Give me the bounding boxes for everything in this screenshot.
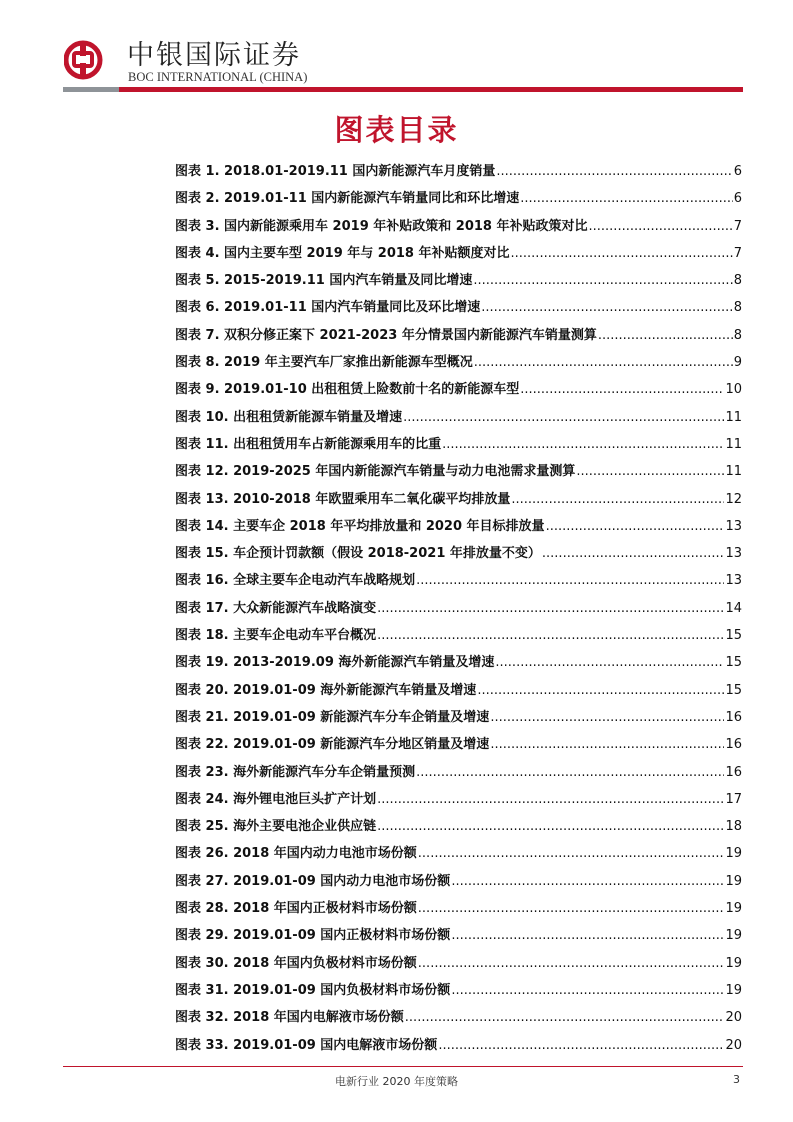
toc-entry[interactable] (175, 786, 742, 813)
dot-leader (416, 567, 724, 594)
toc-entry-label: 图表 11. 出租租赁用车占新能源乘用车的比重 (175, 436, 442, 452)
toc-entry[interactable] (175, 294, 742, 321)
toc-entry-label: 图表 27. 2019.01-09 国内动力电池市场份额 (175, 873, 451, 889)
dot-leader (442, 431, 724, 458)
toc-entry-page: 11 (725, 409, 742, 425)
toc-entry-label: 图表 5. 2015-2019.11 国内汽车销量及同比增速 (175, 273, 473, 289)
toc-entry-page: 7 (733, 245, 742, 261)
dot-leader (490, 704, 724, 731)
dot-leader (377, 786, 724, 813)
toc-entry[interactable] (175, 540, 742, 567)
toc-entry[interactable] (175, 731, 742, 758)
toc-entry-page: 19 (725, 982, 742, 998)
dot-leader (377, 622, 724, 649)
toc-entry-page: 19 (725, 955, 742, 971)
toc-entry-label: 图表 1. 2018.01-2019.11 国内新能源汽车月度销量 (175, 164, 496, 179)
toc-entry[interactable] (175, 759, 742, 786)
toc-entry-page: 20 (725, 1037, 742, 1053)
toc-entry[interactable] (175, 458, 742, 485)
toc-entry-page: 16 (725, 764, 742, 780)
toc-entry-page: 6 (733, 164, 742, 179)
toc-entry-label: 图表 22. 2019.01-09 新能源汽车分地区销量及增速 (175, 737, 490, 753)
logo-english-name: BOC INTERNATIONAL (CHINA) (128, 70, 308, 84)
toc-entry[interactable] (175, 486, 742, 513)
toc-entry-label: 图表 8. 2019 年主要汽车厂家推出新能源车型概况 (175, 355, 473, 371)
page-number: 3 (733, 1073, 740, 1086)
dot-leader (576, 458, 724, 485)
toc-entry[interactable] (175, 840, 742, 867)
toc-entry[interactable] (175, 376, 742, 403)
dot-leader (589, 213, 733, 240)
toc-entry-label: 图表 7. 双积分修正案下 2021-2023 年分情景国内新能源汽车销量测算 (175, 327, 597, 343)
toc-entry[interactable] (175, 513, 742, 540)
toc-entry-label: 图表 17. 大众新能源汽车战略演变 (175, 600, 377, 616)
dot-leader (511, 486, 724, 513)
toc-entry[interactable] (175, 950, 742, 977)
dot-leader (405, 1004, 725, 1031)
toc-entry-label: 图表 25. 海外主要电池企业供应链 (175, 819, 377, 835)
dot-leader (495, 649, 724, 676)
toc-entry-label: 图表 24. 海外锂电池巨头扩产计划 (175, 791, 377, 807)
dot-leader (377, 813, 724, 840)
toc-entry[interactable] (175, 158, 742, 185)
toc-entry-page: 12 (725, 491, 742, 507)
toc-entry-label: 图表 13. 2010-2018 年欧盟乘用车二氧化碳平均排放量 (175, 491, 511, 507)
toc-entry-page: 17 (725, 791, 742, 807)
toc-entry-page: 8 (733, 300, 742, 316)
toc-entry[interactable] (175, 622, 742, 649)
toc-entry[interactable] (175, 977, 742, 1004)
toc-entry-page: 16 (725, 737, 742, 753)
toc-entry-label: 图表 6. 2019.01-11 国内汽车销量同比及环比增速 (175, 300, 481, 316)
toc-entry-page: 10 (725, 382, 742, 398)
toc-entry-label: 图表 28. 2018 年国内正极材料市场份额 (175, 901, 417, 917)
boc-logo-icon (64, 34, 104, 86)
toc-entry-page: 11 (725, 464, 742, 480)
toc-entry-label: 图表 31. 2019.01-09 国内负极材料市场份额 (175, 982, 451, 998)
toc-entry-page: 20 (725, 1010, 742, 1026)
dot-leader (511, 240, 733, 267)
dot-leader (490, 731, 724, 758)
toc-entry[interactable] (175, 868, 742, 895)
dot-leader (473, 267, 732, 294)
toc-entry-label: 图表 30. 2018 年国内负极材料市场份额 (175, 955, 417, 971)
toc-entry-page: 19 (725, 901, 742, 917)
toc-entry[interactable] (175, 813, 742, 840)
toc-entry-page: 19 (725, 873, 742, 889)
dot-leader (481, 294, 732, 321)
dot-leader (520, 376, 724, 403)
toc-entry-page: 15 (725, 682, 742, 698)
toc-entry-label: 图表 16. 全球主要车企电动汽车战略规划 (175, 573, 416, 589)
toc-entry[interactable] (175, 322, 742, 349)
toc-entry-label: 图表 2. 2019.01-11 国内新能源汽车销量同比和环比增速 (175, 191, 520, 207)
dot-leader (546, 513, 725, 540)
toc-entry[interactable] (175, 349, 742, 376)
toc-entry-page: 13 (725, 546, 742, 562)
toc-entry-label: 图表 10. 出租租赁新能源车销量及增速 (175, 409, 403, 425)
dot-leader (377, 595, 724, 622)
dot-leader (418, 840, 725, 867)
table-of-figures (175, 158, 742, 1059)
dot-leader (496, 158, 732, 185)
header-divider-gray (63, 87, 119, 92)
toc-entry[interactable] (175, 267, 742, 294)
toc-entry-label: 图表 19. 2013-2019.09 海外新能源汽车销量及增速 (175, 655, 495, 671)
toc-entry[interactable] (175, 185, 742, 212)
toc-entry-label: 图表 21. 2019.01-09 新能源汽车分车企销量及增速 (175, 709, 490, 725)
dot-leader (403, 404, 724, 431)
toc-entry-page: 15 (725, 628, 742, 644)
footer-text: 电新行业 2020 年度策略 (335, 1075, 458, 1088)
toc-entry-label: 图表 14. 主要车企 2018 年平均排放量和 2020 年目标排放量 (175, 518, 545, 534)
dot-leader (451, 922, 724, 949)
toc-entry-label: 图表 26. 2018 年国内动力电池市场份额 (175, 846, 417, 862)
toc-entry[interactable] (175, 704, 742, 731)
toc-entry[interactable] (175, 595, 742, 622)
dot-leader (418, 895, 725, 922)
toc-entry[interactable] (175, 431, 742, 458)
toc-entry[interactable] (175, 895, 742, 922)
dot-leader (598, 322, 733, 349)
toc-entry[interactable] (175, 649, 742, 676)
toc-entry-page: 13 (725, 518, 742, 534)
header-divider-red (119, 87, 743, 92)
dot-leader (438, 1032, 724, 1059)
toc-entry[interactable] (175, 404, 742, 431)
toc-entry-label: 图表 3. 国内新能源乘用车 2019 年补贴政策和 2018 年补贴政策对比 (175, 218, 588, 234)
toc-entry-page: 7 (733, 218, 742, 234)
dot-leader (474, 349, 733, 376)
logo-chinese-name: 中银国际证券 (127, 40, 301, 71)
toc-entry-page: 14 (725, 600, 742, 616)
toc-entry[interactable] (175, 240, 742, 267)
dot-leader (416, 759, 724, 786)
toc-entry-page: 11 (725, 436, 742, 452)
toc-entry-label: 图表 9. 2019.01-10 出租租赁上险数前十名的新能源车型 (175, 382, 520, 398)
dot-leader (451, 868, 724, 895)
toc-entry-page: 19 (725, 846, 742, 862)
toc-entry-label: 图表 18. 主要车企电动车平台概况 (175, 628, 377, 644)
page-title: 图表目录 (334, 113, 459, 147)
toc-entry-page: 8 (733, 273, 742, 289)
toc-entry[interactable] (175, 677, 742, 704)
toc-entry-page: 6 (733, 191, 742, 207)
toc-entry[interactable] (175, 213, 742, 240)
toc-entry-label: 图表 15. 车企预计罚款额（假设 2018-2021 年排放量不变） (175, 546, 541, 562)
toc-entry-label: 图表 33. 2019.01-09 国内电解液市场份额 (175, 1037, 438, 1053)
toc-entry[interactable] (175, 922, 742, 949)
toc-entry-label: 图表 32. 2018 年国内电解液市场份额 (175, 1010, 404, 1026)
dot-leader (520, 185, 732, 212)
toc-entry-page: 9 (733, 355, 742, 371)
toc-entry-page: 8 (733, 327, 742, 343)
toc-entry[interactable] (175, 1004, 742, 1031)
toc-entry-label: 图表 4. 国内主要车型 2019 年与 2018 年补贴额度对比 (175, 245, 510, 261)
dot-leader (542, 540, 725, 567)
toc-entry-label: 图表 20. 2019.01-09 海外新能源汽车销量及增速 (175, 682, 477, 698)
toc-entry-page: 16 (725, 709, 742, 725)
dot-leader (477, 677, 724, 704)
toc-entry-page: 13 (725, 573, 742, 589)
toc-entry-page: 19 (725, 928, 742, 944)
dot-leader (451, 977, 724, 1004)
toc-entry-label: 图表 23. 海外新能源汽车分车企销量预测 (175, 764, 416, 780)
dot-leader (418, 950, 725, 977)
toc-entry[interactable] (175, 567, 742, 594)
toc-entry-label: 图表 29. 2019.01-09 国内正极材料市场份额 (175, 928, 451, 944)
footer-divider (63, 1066, 743, 1067)
toc-entry-page: 15 (725, 655, 742, 671)
toc-entry-page: 18 (725, 819, 742, 835)
toc-entry-label: 图表 12. 2019-2025 年国内新能源汽车销量与动力电池需求量测算 (175, 464, 576, 480)
toc-entry[interactable] (175, 1032, 742, 1059)
